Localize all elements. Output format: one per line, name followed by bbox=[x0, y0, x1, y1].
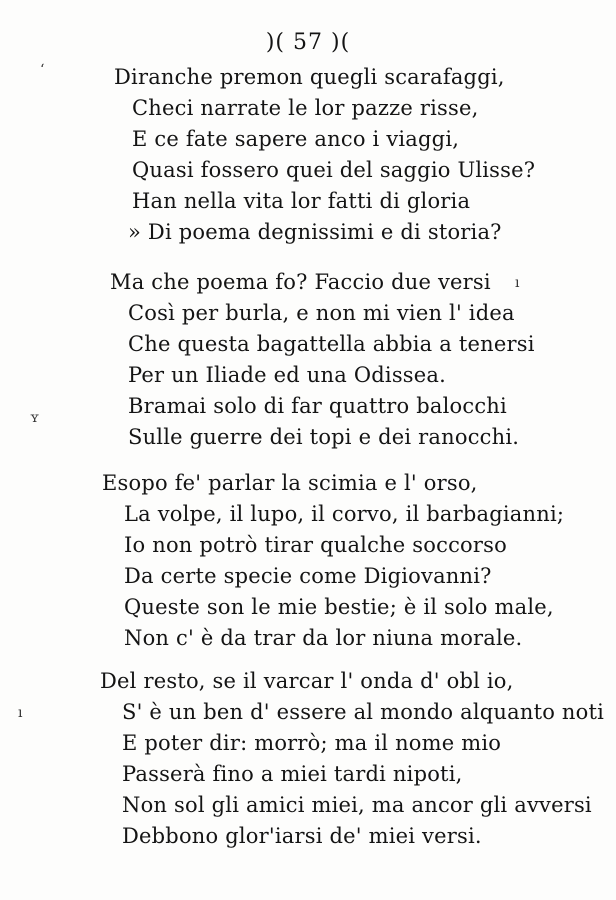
verse-line: Han nella vita lor fatti di gloria bbox=[132, 189, 471, 213]
verse-line: Non sol gli amici miei, ma ancor gli avversi bbox=[122, 793, 592, 817]
verse-line: Ma che poema fo? Faccio due versi bbox=[110, 270, 491, 294]
page-number: )( 57 )( bbox=[265, 30, 351, 55]
verse-line: Esopo fe' parlar la scimia e l' orso, bbox=[102, 471, 478, 495]
verse-line: Diranche premon quegli scarafaggi, bbox=[114, 65, 505, 89]
verse-line: Queste son le mie bestie; è il solo male, bbox=[124, 595, 554, 619]
verse-line: Io non potrò tirar qualche soccorso bbox=[124, 533, 507, 557]
verse-line: Bramai solo di far quattro balocchi bbox=[128, 394, 507, 418]
verse-line: Checi narrate le lor pazze risse, bbox=[132, 96, 479, 120]
verse-line: Debbono glor'iarsi de' miei versi. bbox=[122, 824, 482, 848]
margin-mark: ‘ bbox=[40, 62, 45, 78]
margin-mark: ı bbox=[515, 275, 520, 291]
verse-line: Che questa bagattella abbia a tenersi bbox=[128, 332, 535, 356]
verse-line: » Di poema degnissimi e di storia? bbox=[128, 220, 502, 244]
verse-line: E ce fate sapere anco i viaggi, bbox=[132, 127, 460, 151]
verse-line: Così per burla, e non mi vien l' idea bbox=[128, 301, 515, 325]
verse-line: La volpe, il lupo, il corvo, il barbagianni; bbox=[124, 502, 565, 526]
verse-line: Passerà fino a miei tardi nipoti, bbox=[122, 762, 463, 786]
verse-line: Da certe specie come Digiovanni? bbox=[124, 564, 492, 588]
margin-mark: ʏ bbox=[30, 410, 40, 426]
verse-line: Quasi fossero quei del saggio Ulisse? bbox=[132, 158, 536, 182]
verse-line: Del resto, se il varcar l' onda d' obl io, bbox=[100, 669, 514, 693]
verse-line: S' è un ben d' essere al mondo alquanto noti bbox=[122, 700, 605, 724]
verse-line: Sulle guerre dei topi e dei ranocchi. bbox=[128, 425, 520, 449]
verse-line: Per un Iliade ed una Odissea. bbox=[128, 363, 446, 387]
margin-mark: ı bbox=[18, 705, 23, 721]
verse-line: E poter dir: morrò; ma il nome mio bbox=[122, 731, 502, 755]
verse-line: Non c' è da trar da lor niuna morale. bbox=[124, 626, 523, 650]
